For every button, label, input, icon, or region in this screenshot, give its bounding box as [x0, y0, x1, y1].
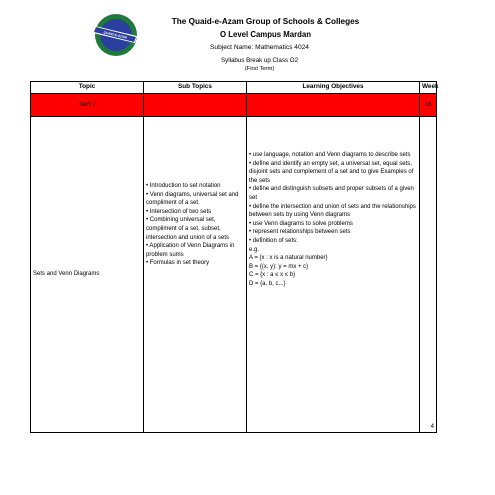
- sub-topic-item: • Introduction to set notation: [146, 183, 221, 189]
- term-empty-cell: [247, 94, 420, 117]
- objective-item: • define and distinguish subsets and proper subsets of a given set: [249, 186, 414, 201]
- sub-topic-item: • Formulas in set theory: [146, 260, 210, 267]
- table-row: [31, 117, 437, 433]
- col-header-week: Week: [420, 82, 437, 94]
- objective-item: C = {x : a ≤ x ≤ b}: [249, 272, 296, 279]
- subject-name: Subject Name: Mathematics 4024: [210, 44, 309, 51]
- learning-objectives-cell: [247, 117, 420, 433]
- campus-name: O Level Campus Mardan: [220, 30, 311, 39]
- term-row: [31, 94, 437, 117]
- term-week: 16: [420, 94, 437, 117]
- objective-item: • definition of sets:: [249, 237, 298, 244]
- week-cell: 4: [420, 117, 437, 433]
- sub-topics-cell: [144, 117, 247, 433]
- table-header-row: [31, 82, 437, 94]
- syllabus-title: Syllabus Break up Class O2: [220, 57, 299, 64]
- term-empty-cell: [144, 94, 247, 117]
- col-header-topic: Topic: [31, 82, 144, 94]
- school-name: The Quaid-e-Azam Group of Schools & Colleges: [171, 17, 360, 26]
- sub-topic-item: • Application of Venn Diagrams in problem sums: [146, 243, 235, 258]
- objective-item: e.g.: [249, 246, 260, 253]
- objective-item: B = {(x, y): y = mx + c}: [249, 263, 309, 270]
- objective-item: • define and identify an empty set, a universal set, equal sets, disjoint sets and complement of a set and to give Examples of the sets: [249, 160, 414, 184]
- sub-topic-item: • Combining universal set, compliment of a set, subset, intersection and union of a sets: [146, 217, 230, 241]
- col-header-learning-objectives: Learning Objectives: [247, 82, 420, 94]
- objective-item: • use Venn diagrams to solve problems: [249, 220, 353, 227]
- objective-item: • represent relationships between sets: [249, 229, 351, 236]
- objective-item: A = {x : x is a natural number}: [249, 255, 328, 262]
- objective-item: D = {a, b, c...}: [249, 280, 286, 287]
- sub-topic-item: • Intersection of two sets: [146, 208, 212, 215]
- term-subtitle: (First Term): [244, 66, 275, 72]
- svg-text:QUAID-E-AZAM: QUAID-E-AZAM: [103, 30, 128, 40]
- col-header-sub-topics: Sub Topics: [144, 82, 247, 94]
- syllabus-table: [30, 81, 437, 433]
- term-label: Term I: [31, 94, 144, 117]
- sub-topic-item: • Venn diagrams, universal set and compliment of a set.: [146, 191, 239, 207]
- topic-cell: Sets and Venn Diagrams: [31, 117, 144, 433]
- objective-item: • use language, notation and Venn diagrams to describe sets: [249, 152, 411, 158]
- objective-item: • define the intersection and union of sets and the relationships between sets by using Venn diagrams: [249, 203, 416, 219]
